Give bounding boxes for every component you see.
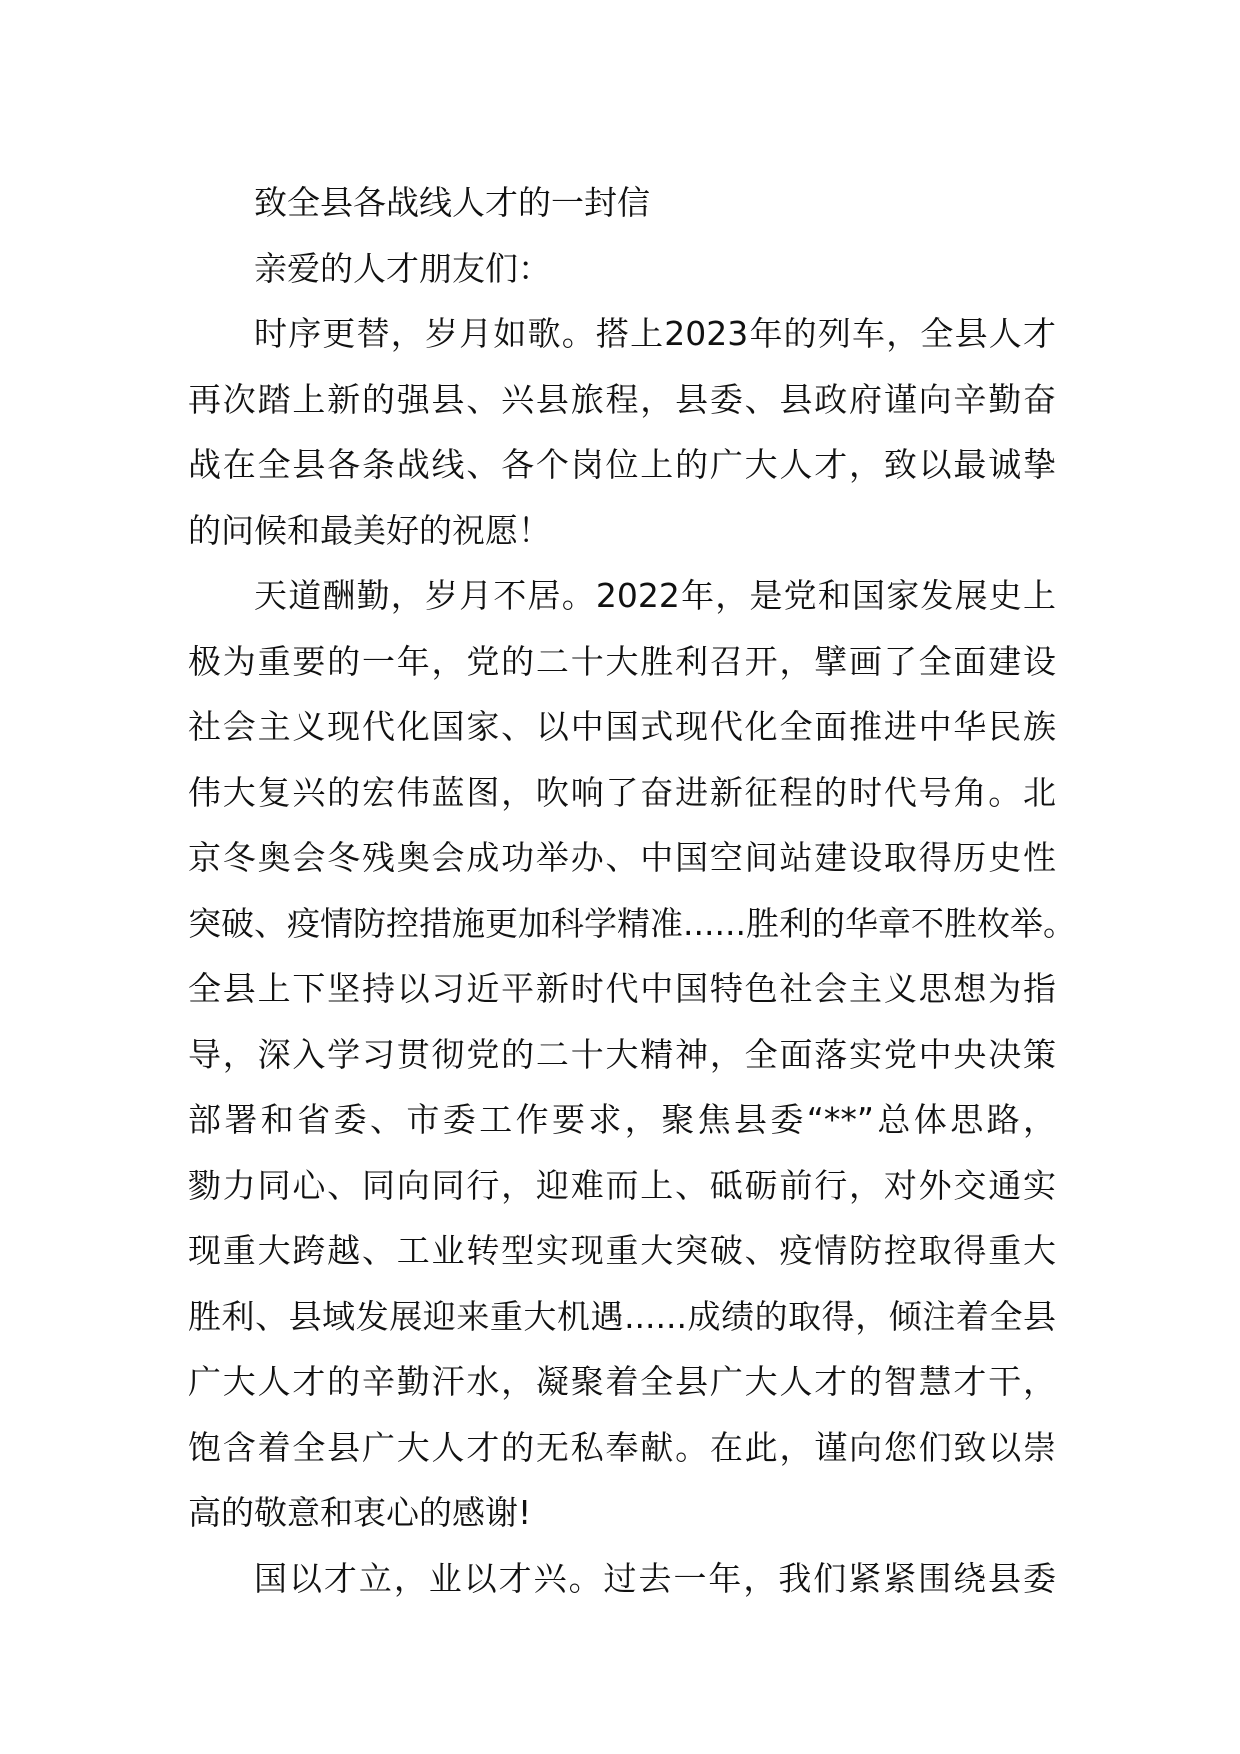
paragraph-line: 勠力同心、同向同行，迎难而上、砥砺前行，对外交通实 bbox=[188, 1165, 1056, 1205]
paragraph-line: 现重大跨越、工业转型实现重大突破、疫情防控取得重大 bbox=[188, 1231, 1056, 1270]
letter-salutation: 亲爱的人才朋友们： bbox=[254, 248, 551, 288]
paragraph-line: 导，深入学习贯彻党的二十大精神，全面落实党中央决策 bbox=[188, 1034, 1056, 1074]
paragraph-line: 天道酬勤，岁月不居。2022年，是党和国家发展史上 bbox=[254, 576, 1056, 615]
paragraph-line: 的问候和最美好的祝愿！ bbox=[188, 510, 551, 550]
paragraph-line: 战在全县各条战线、各个岗位上的广大人才，致以最诚挚 bbox=[188, 445, 1056, 484]
paragraph-line: 胜利、县域发展迎来重大机遇......成绩的取得，倾注着全县 bbox=[188, 1296, 1056, 1336]
letter-body bbox=[188, 170, 1076, 1611]
paragraph-line: 时序更替，岁月如歌。搭上2023年的列车，全县人才 bbox=[254, 314, 1056, 353]
letter-title: 致全县各战线人才的一封信 bbox=[254, 183, 650, 222]
paragraph-line: 全县上下坚持以习近平新时代中国特色社会主义思想为指 bbox=[188, 969, 1056, 1008]
paragraph-line: 饱含着全县广大人才的无私奉献。在此，谨向您们致以崇 bbox=[188, 1427, 1056, 1467]
paragraph-line: 伟大复兴的宏伟蓝图，吹响了奋进新征程的时代号角。北 bbox=[188, 772, 1056, 812]
paragraph-line: 部署和省委、市委工作要求，聚焦县委“**”总体思路， bbox=[188, 1100, 1056, 1139]
paragraph-line: 社会主义现代化国家、以中国式现代化全面推进中华民族 bbox=[188, 707, 1056, 746]
paragraph-line: 再次踏上新的强县、兴县旅程，县委、县政府谨向辛勤奋 bbox=[188, 379, 1056, 419]
paragraph-line: 广大人才的辛勤汗水，凝聚着全县广大人才的智慧才干， bbox=[188, 1362, 1056, 1401]
paragraph-line: 国以才立，业以才兴。过去一年，我们紧紧围绕县委 bbox=[254, 1558, 1056, 1598]
paragraph-line: 京冬奥会冬残奥会成功举办、中国空间站建设取得历史性 bbox=[188, 838, 1056, 877]
paragraph-line: 突破、疫情防控措施更加科学精准......胜利的华章不胜枚举。 bbox=[188, 903, 1076, 943]
paragraph-line: 高的敬意和衷心的感谢! bbox=[188, 1493, 532, 1532]
paragraph-line: 极为重要的一年，党的二十大胜利召开，擘画了全面建设 bbox=[188, 641, 1056, 681]
